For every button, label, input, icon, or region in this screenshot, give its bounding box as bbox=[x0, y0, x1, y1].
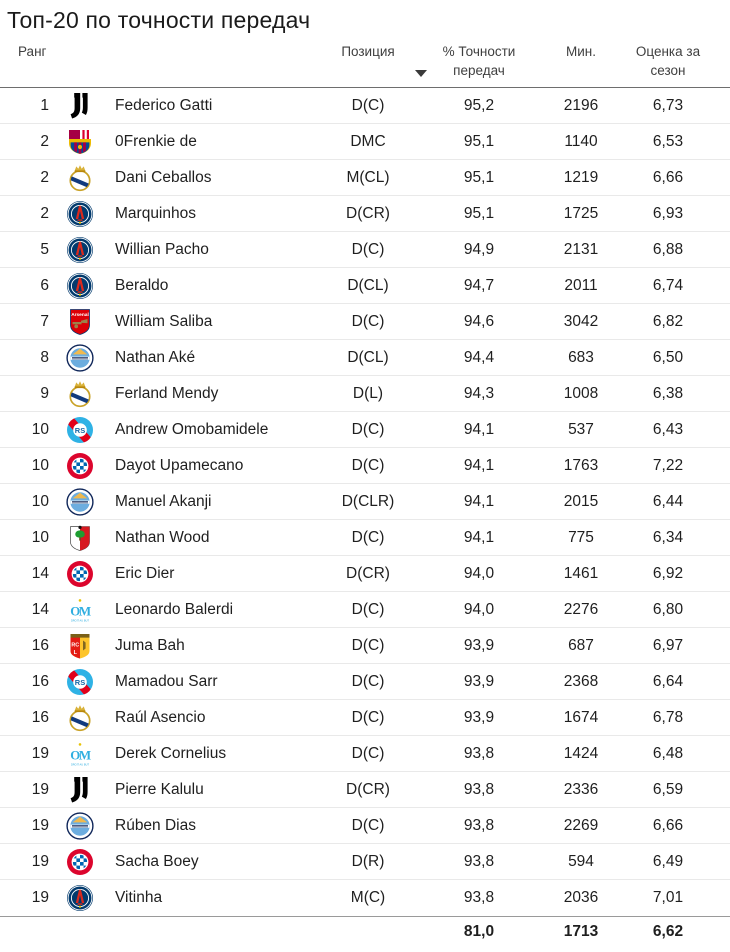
rank-cell: 10 bbox=[31, 456, 49, 474]
player-name: Willian Pacho bbox=[115, 240, 209, 258]
position-cell: D(C) bbox=[351, 528, 385, 546]
svg-text:DROIT AU BUT: DROIT AU BUT bbox=[70, 619, 90, 623]
minutes-cell: 687 bbox=[568, 636, 594, 654]
rating-cell: 6,44 bbox=[652, 492, 684, 510]
rating-cell: 6,34 bbox=[652, 528, 684, 546]
player-name: Eric Dier bbox=[115, 564, 175, 582]
minutes-cell: 1424 bbox=[563, 744, 599, 762]
position-cell: D(C) bbox=[351, 96, 385, 114]
club-badge-icon bbox=[52, 308, 100, 336]
accuracy-cell: 93,8 bbox=[463, 744, 495, 762]
minutes-cell: 2269 bbox=[563, 816, 599, 834]
rating-cell: 6,50 bbox=[652, 348, 684, 366]
table-row[interactable] bbox=[0, 448, 730, 484]
position-cell: D(L) bbox=[352, 384, 384, 402]
minutes-cell: 537 bbox=[568, 420, 594, 438]
svg-text:Arsenal: Arsenal bbox=[71, 312, 89, 318]
rating-cell: 7,01 bbox=[652, 889, 684, 906]
rank-cell: 19 bbox=[31, 852, 49, 870]
player-name: Dayot Upamecano bbox=[115, 456, 244, 474]
club-badge-icon bbox=[52, 668, 100, 696]
player-name: Raúl Asencio bbox=[115, 708, 206, 726]
rating-cell: 6,78 bbox=[652, 708, 684, 726]
club-badge-icon bbox=[52, 884, 100, 912]
club-badge-icon bbox=[52, 416, 100, 444]
table-row[interactable] bbox=[0, 772, 730, 808]
minutes-cell: 683 bbox=[568, 348, 594, 366]
accuracy-cell: 95,2 bbox=[463, 96, 495, 114]
position-cell: D(C) bbox=[351, 636, 385, 654]
club-badge-icon bbox=[52, 848, 100, 876]
rank-cell: 9 bbox=[40, 384, 49, 402]
rank-cell: 19 bbox=[31, 889, 49, 906]
rank-cell: 2 bbox=[40, 132, 49, 150]
table-row[interactable] bbox=[0, 808, 730, 844]
accuracy-cell: 93,9 bbox=[463, 636, 495, 654]
minutes-cell: 1008 bbox=[563, 384, 599, 402]
club-badge-icon bbox=[52, 272, 100, 300]
rating-cell: 6,64 bbox=[652, 672, 684, 690]
rating-cell: 6,88 bbox=[652, 240, 684, 258]
rank-cell: 1 bbox=[40, 96, 49, 114]
club-badge-icon bbox=[52, 92, 100, 120]
minutes-cell: 1725 bbox=[563, 204, 599, 222]
rating-cell: 6,53 bbox=[652, 132, 684, 150]
rank-cell: 16 bbox=[31, 636, 49, 654]
rank-cell: 2 bbox=[40, 168, 49, 186]
sort-descending-icon bbox=[415, 70, 427, 77]
column-header-rating[interactable] bbox=[610, 38, 726, 80]
rank-cell: 2 bbox=[40, 204, 49, 222]
minutes-cell: 2336 bbox=[563, 780, 599, 798]
player-name: Rúben Dias bbox=[115, 816, 196, 834]
column-header-accuracy[interactable] bbox=[406, 38, 552, 80]
table-row[interactable] bbox=[0, 520, 730, 556]
accuracy-cell: 94,1 bbox=[463, 492, 495, 510]
player-name: Nathan Wood bbox=[115, 528, 210, 546]
table-row[interactable] bbox=[0, 124, 730, 160]
accuracy-cell: 94,0 bbox=[463, 600, 495, 618]
svg-text:OM: OM bbox=[70, 747, 90, 762]
club-badge-icon bbox=[52, 812, 100, 840]
rank-cell: 19 bbox=[31, 780, 49, 798]
accuracy-cell: 94,4 bbox=[463, 348, 495, 366]
accuracy-cell: 93,8 bbox=[463, 816, 495, 834]
minutes-cell: 2368 bbox=[563, 672, 599, 690]
column-header-minutes[interactable]: Мин. bbox=[566, 44, 596, 59]
rating-cell: 6,48 bbox=[652, 744, 684, 762]
minutes-cell: 1461 bbox=[563, 564, 599, 582]
rating-cell: 6,97 bbox=[652, 636, 684, 654]
rating-cell: 6,92 bbox=[652, 564, 684, 582]
table-row[interactable] bbox=[0, 88, 730, 124]
minutes-cell: 1140 bbox=[564, 132, 598, 150]
rank-cell: 19 bbox=[31, 744, 49, 762]
position-cell: DMC bbox=[350, 132, 386, 150]
minutes-cell: 2011 bbox=[564, 276, 598, 294]
rating-cell: 6,66 bbox=[652, 168, 684, 186]
accuracy-cell: 95,1 bbox=[463, 168, 495, 186]
svg-text:L: L bbox=[73, 649, 77, 656]
player-name: Beraldo bbox=[115, 276, 169, 294]
player-name: Federico Gatti bbox=[115, 96, 213, 114]
rank-cell: 10 bbox=[31, 492, 49, 510]
player-name: Pierre Kalulu bbox=[115, 780, 204, 798]
page-title: Топ-20 по точности передач bbox=[7, 7, 311, 33]
column-header-rank[interactable]: Ранг bbox=[18, 44, 47, 59]
rating-cell: 6,38 bbox=[652, 384, 684, 402]
position-cell: D(C) bbox=[351, 816, 385, 834]
club-badge-icon bbox=[52, 776, 100, 804]
position-cell: D(CL) bbox=[347, 348, 389, 366]
club-badge-icon bbox=[52, 344, 100, 372]
accuracy-cell: 94,7 bbox=[463, 276, 495, 294]
rank-cell: 16 bbox=[31, 672, 49, 690]
table-body bbox=[0, 88, 730, 916]
table-row[interactable] bbox=[0, 412, 730, 448]
table-row[interactable] bbox=[0, 304, 730, 340]
accuracy-cell: 93,8 bbox=[463, 780, 495, 798]
player-name: Mamadou Sarr bbox=[115, 672, 218, 690]
svg-text:OM: OM bbox=[70, 603, 90, 618]
rank-cell: 10 bbox=[31, 528, 49, 546]
svg-text:RC: RC bbox=[71, 642, 80, 649]
player-name: Juma Bah bbox=[115, 636, 185, 654]
table-row[interactable] bbox=[0, 196, 730, 232]
total-rating: 6,62 bbox=[652, 922, 684, 940]
accuracy-cell: 93,8 bbox=[463, 889, 495, 906]
table-row[interactable] bbox=[0, 880, 730, 916]
table-row[interactable] bbox=[0, 160, 730, 196]
position-cell: D(C) bbox=[351, 240, 385, 258]
club-badge-icon bbox=[52, 488, 100, 516]
rating-cell: 6,74 bbox=[652, 276, 684, 294]
table-row[interactable] bbox=[0, 340, 730, 376]
club-badge-icon bbox=[52, 632, 100, 660]
club-badge-icon bbox=[52, 560, 100, 588]
position-cell: D(C) bbox=[351, 744, 385, 762]
accuracy-cell: 94,1 bbox=[463, 420, 495, 438]
table-row[interactable] bbox=[0, 736, 730, 772]
position-cell: D(C) bbox=[351, 420, 385, 438]
minutes-cell: 1219 bbox=[563, 168, 599, 186]
minutes-cell: 2131 bbox=[563, 240, 599, 258]
minutes-cell: 1763 bbox=[563, 456, 599, 474]
minutes-cell: 2015 bbox=[563, 492, 599, 510]
position-cell: D(C) bbox=[351, 672, 385, 690]
accuracy-cell: 95,1 bbox=[463, 204, 495, 222]
svg-text:DROIT AU BUT: DROIT AU BUT bbox=[70, 763, 90, 767]
minutes-cell: 3042 bbox=[563, 312, 599, 330]
table-row[interactable] bbox=[0, 232, 730, 268]
position-cell: D(C) bbox=[351, 312, 385, 330]
total-minutes: 1713 bbox=[563, 922, 599, 940]
rank-cell: 19 bbox=[31, 816, 49, 834]
club-badge-icon bbox=[52, 596, 100, 624]
rank-cell: 14 bbox=[31, 600, 49, 618]
player-name: Manuel Akanji bbox=[115, 492, 212, 510]
position-cell: M(CL) bbox=[346, 168, 390, 186]
position-cell: D(CR) bbox=[346, 780, 390, 798]
table-row[interactable] bbox=[0, 592, 730, 628]
club-badge-icon bbox=[52, 524, 100, 552]
rating-cell: 6,66 bbox=[652, 816, 684, 834]
position-cell: D(C) bbox=[351, 708, 385, 726]
rank-cell: 16 bbox=[31, 708, 49, 726]
minutes-cell: 1674 bbox=[563, 708, 599, 726]
minutes-cell: 2036 bbox=[563, 889, 599, 906]
club-badge-icon bbox=[52, 200, 100, 228]
table-row[interactable] bbox=[0, 844, 730, 880]
rating-cell: 6,80 bbox=[652, 600, 684, 618]
rating-cell: 6,73 bbox=[652, 96, 684, 114]
rating-cell: 6,49 bbox=[652, 852, 684, 870]
rating-cell: 6,43 bbox=[652, 420, 684, 438]
rank-cell: 5 bbox=[40, 240, 49, 258]
player-name: Vitinha bbox=[115, 889, 163, 906]
position-cell: D(CR) bbox=[346, 564, 390, 582]
minutes-cell: 2196 bbox=[563, 96, 599, 114]
rank-cell: 10 bbox=[31, 420, 49, 438]
player-name: Marquinhos bbox=[115, 204, 196, 222]
player-name: Dani Ceballos bbox=[115, 168, 212, 186]
table-row[interactable] bbox=[0, 628, 730, 664]
accuracy-cell: 93,9 bbox=[463, 708, 495, 726]
table-row[interactable] bbox=[0, 664, 730, 700]
rating-header-line2: сезон bbox=[650, 63, 686, 78]
accuracy-cell: 94,0 bbox=[463, 564, 495, 582]
player-name: 0Frenkie de bbox=[115, 132, 197, 150]
rating-cell: 6,82 bbox=[652, 312, 684, 330]
minutes-cell: 594 bbox=[568, 852, 594, 870]
rank-cell: 14 bbox=[31, 564, 49, 582]
rating-header-line1: Оценка за bbox=[635, 44, 701, 59]
minutes-cell: 2276 bbox=[563, 600, 599, 618]
player-name: Nathan Aké bbox=[115, 348, 196, 366]
club-badge-icon bbox=[52, 452, 100, 480]
svg-text:RS: RS bbox=[74, 677, 86, 687]
accuracy-cell: 93,9 bbox=[463, 672, 495, 690]
total-accuracy: 81,0 bbox=[463, 922, 495, 940]
player-name: Andrew Omobamidele bbox=[115, 420, 269, 438]
club-badge-icon bbox=[52, 128, 100, 156]
table-row[interactable] bbox=[0, 556, 730, 592]
rating-cell: 6,93 bbox=[652, 204, 684, 222]
club-badge-icon bbox=[52, 704, 100, 732]
table-row[interactable] bbox=[0, 376, 730, 412]
rating-cell: 7,22 bbox=[652, 456, 684, 474]
table-totals-row bbox=[0, 916, 730, 946]
club-badge-icon bbox=[52, 740, 100, 768]
position-cell: D(CLR) bbox=[341, 492, 395, 510]
table-row[interactable] bbox=[0, 268, 730, 304]
player-name: Ferland Mendy bbox=[115, 384, 219, 402]
player-name: Derek Cornelius bbox=[115, 744, 227, 762]
accuracy-cell: 95,1 bbox=[463, 132, 495, 150]
svg-text:RS: RS bbox=[74, 425, 86, 435]
table-header bbox=[0, 38, 730, 88]
position-cell: D(R) bbox=[351, 852, 385, 870]
accuracy-header-line2: передач bbox=[453, 63, 505, 78]
player-name: William Saliba bbox=[115, 312, 213, 330]
rank-cell: 8 bbox=[40, 348, 49, 366]
club-badge-icon bbox=[52, 236, 100, 264]
accuracy-cell: 93,8 bbox=[463, 852, 495, 870]
position-cell: D(C) bbox=[351, 456, 385, 474]
table-row[interactable] bbox=[0, 700, 730, 736]
rank-cell: 7 bbox=[40, 312, 49, 330]
accuracy-cell: 94,3 bbox=[463, 384, 495, 402]
position-cell: D(C) bbox=[351, 600, 385, 618]
accuracy-cell: 94,9 bbox=[463, 240, 495, 258]
position-cell: D(CL) bbox=[347, 276, 389, 294]
rank-cell: 6 bbox=[40, 276, 49, 294]
column-header-position[interactable]: Позиция bbox=[341, 44, 395, 59]
club-badge-icon bbox=[52, 164, 100, 192]
accuracy-header-line1: % Точности bbox=[442, 44, 516, 59]
player-name: Leonardo Balerdi bbox=[115, 600, 234, 618]
minutes-cell: 775 bbox=[568, 528, 594, 546]
accuracy-cell: 94,6 bbox=[463, 312, 495, 330]
rating-cell: 6,59 bbox=[652, 780, 684, 798]
position-cell: D(CR) bbox=[346, 204, 390, 222]
table-row[interactable] bbox=[0, 484, 730, 520]
accuracy-cell: 94,1 bbox=[463, 528, 495, 546]
position-cell: M(C) bbox=[350, 889, 386, 906]
accuracy-cell: 94,1 bbox=[463, 456, 495, 474]
player-name: Sacha Boey bbox=[115, 852, 199, 870]
club-badge-icon bbox=[52, 380, 100, 408]
